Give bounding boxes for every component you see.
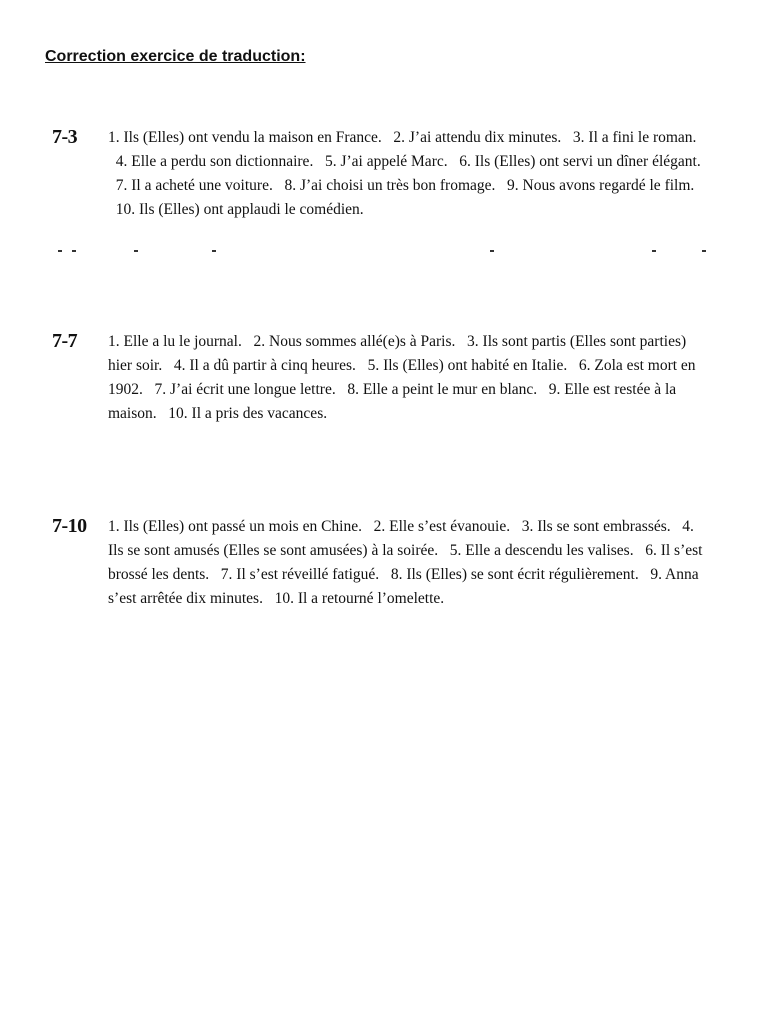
answer-item: 5. Ils (Elles) ont habité en Italie. (367, 357, 568, 374)
answer-item: 6. Il s’est brossé les dents. (108, 542, 703, 583)
answer-item: 6. Ils (Elles) ont servi un dîner élégant. (459, 153, 701, 170)
answer-item: 3. Il a fini le roman. (572, 129, 697, 146)
answer-item: 7. J’ai écrit une longue lettre. (154, 381, 336, 398)
answer-item: 7. Il s’est réveillé fatigué. (220, 566, 380, 583)
answer-item: 1. Ils (Elles) ont passé un mois en Chine. (108, 518, 362, 535)
answer-item: 10. Il a pris des vacances. (168, 405, 328, 422)
answer-item: 4. Elle a perdu son dictionnaire. (115, 153, 314, 170)
answer-item: 3. Ils sont partis (Elles sont parties) hier soir. (108, 333, 687, 374)
answer-item: 6. Zola est mort en 1902. (108, 357, 696, 398)
answer-item: 8. Ils (Elles) se sont écrit régulièrement. (390, 566, 639, 583)
answer-item: 5. Elle a descendu les valises. (449, 542, 634, 559)
exercise-7-7 (52, 330, 712, 426)
clipped-text-fragment (52, 248, 712, 254)
answer-item: 3. Ils se sont embrassés. (521, 518, 671, 535)
exercise-answers (108, 515, 712, 611)
answer-item: 9. Elle est restée à la maison. (108, 381, 677, 422)
answer-item: 4. Il a dû partir à cinq heures. (173, 357, 356, 374)
answer-item: 9. Anna s’est arrêtée dix minutes. (108, 566, 699, 607)
exercise-answers (108, 126, 712, 222)
document-title: Correction exercice de traduction: (45, 48, 306, 65)
answer-item: 10. Il a retourné l’omelette. (274, 590, 445, 607)
answer-item: 2. Nous sommes allé(e)s à Paris. (253, 333, 456, 350)
answer-item: 8. J’ai choisi un très bon fromage. (284, 177, 496, 194)
answer-item: 8. Elle a peint le mur en blanc. (347, 381, 538, 398)
exercise-7-3 (52, 126, 712, 222)
answer-item: 7. Il a acheté une voiture. (115, 177, 273, 194)
exercise-answers (108, 330, 712, 426)
answer-item: 4. Ils se sont amusés (Elles se sont amusées) à la soirée. (108, 518, 694, 559)
answer-item: 2. J’ai attendu dix minutes. (393, 129, 562, 146)
answer-item: 1. Elle a lu le journal. (108, 333, 242, 350)
exercise-number: 7-3 (52, 126, 78, 148)
answer-item: 2. Elle s’est évanouie. (373, 518, 511, 535)
exercise-number: 7-10 (52, 515, 87, 537)
answer-item: 5. J’ai appelé Marc. (324, 153, 448, 170)
answer-item: 10. Ils (Elles) ont applaudi le comédien. (115, 201, 364, 218)
answer-item: 9. Nous avons regardé le film. (507, 177, 695, 194)
answer-item: 1. Ils (Elles) ont vendu la maison en France. (108, 129, 382, 146)
exercise-7-10 (52, 515, 712, 611)
exercise-number: 7-7 (52, 330, 78, 352)
